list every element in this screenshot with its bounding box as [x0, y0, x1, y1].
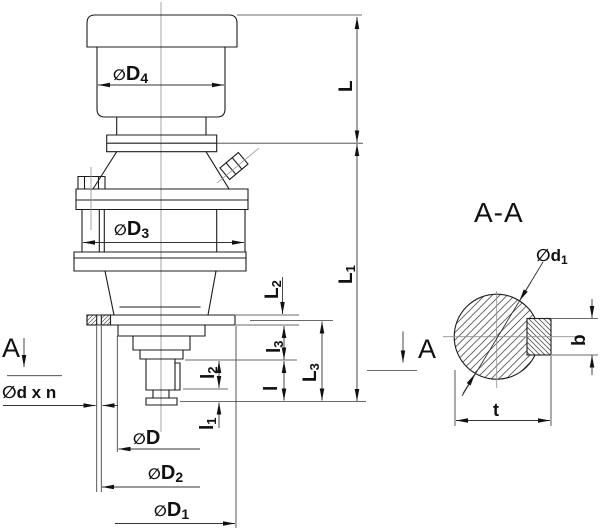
label-b: b	[569, 334, 590, 346]
motor-flange	[107, 135, 217, 152]
label-D: ∅D	[133, 427, 161, 449]
flange-section-hatch-right	[101, 315, 110, 325]
side-bolt	[78, 177, 105, 190]
label-section-a-left: A	[2, 333, 21, 363]
output-shaft	[146, 359, 180, 390]
shaft-end-cap	[146, 398, 177, 405]
housing-band-bottom	[74, 252, 246, 271]
oil-plug-head	[220, 153, 248, 180]
label-D4: ∅D4	[113, 63, 149, 86]
label-L1: L1	[336, 265, 358, 284]
motor-cap	[87, 15, 237, 47]
dim-arrow-d1-top	[520, 282, 532, 301]
front-view	[74, 2, 259, 492]
housing-band-top	[76, 189, 248, 210]
housing-cylinder	[82, 210, 245, 253]
lower-cone	[105, 271, 216, 315]
label-l3: l3	[264, 340, 286, 353]
oil-plug	[220, 153, 248, 180]
label-dxn: ∅d x n	[2, 383, 57, 402]
boss-step-3	[140, 350, 183, 359]
dim-arrow-d1-bottom	[463, 374, 475, 394]
section-view-a-a	[443, 197, 598, 426]
label-d1: ∅d1	[536, 246, 568, 267]
label-section-a-right: A	[418, 334, 437, 364]
label-l1: l1	[197, 417, 219, 430]
label-l: l	[261, 385, 282, 391]
label-t: t	[493, 400, 499, 420]
label-L3: L3	[300, 363, 322, 382]
label-D2: ∅D2	[148, 462, 184, 485]
bolt-hole-lines	[97, 326, 102, 492]
boss-step-2	[133, 336, 190, 350]
section-title: A-A	[474, 197, 524, 228]
shaft-key	[175, 363, 180, 390]
label-L2: L2	[262, 280, 284, 299]
label-l2: l2	[198, 366, 220, 379]
boss-step-1	[118, 325, 205, 336]
bottom-extension-lines	[117, 326, 236, 528]
flange-section-hatch-left	[87, 315, 97, 325]
label-L: L	[336, 80, 357, 92]
label-D3: ∅D3	[114, 218, 150, 241]
label-D1: ∅D1	[154, 499, 190, 522]
